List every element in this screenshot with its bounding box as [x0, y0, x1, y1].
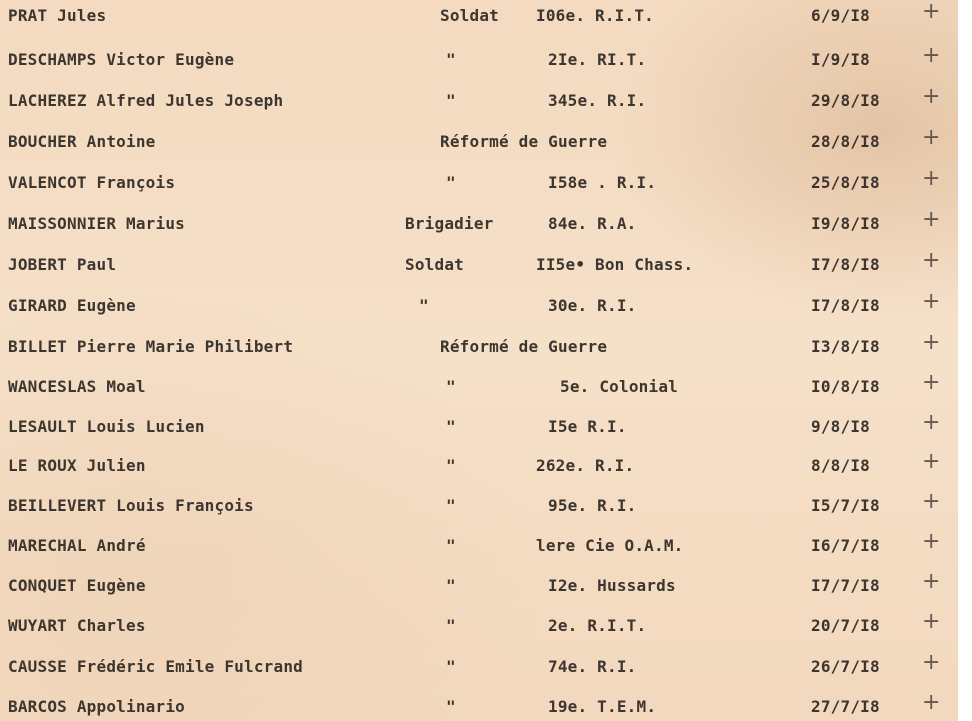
- unit: I58e . R.I.: [548, 173, 657, 192]
- list-item: [0, 84, 958, 131]
- unit: 84e. R.A.: [548, 214, 637, 233]
- cross-mark: +: [922, 84, 941, 109]
- person-name: LESAULT Louis Lucien: [8, 417, 205, 436]
- death-date: I9/8/I8: [811, 214, 880, 233]
- person-name: JOBERT Paul: [8, 255, 117, 274]
- person-name: WANCESLAS Moal: [8, 377, 146, 396]
- list-item: [0, 330, 958, 377]
- unit: 74e. R.I.: [548, 657, 637, 676]
- cross-mark: +: [922, 207, 941, 232]
- unit: 2Ie. RI.T.: [548, 50, 647, 69]
- unit: 30e. R.I.: [548, 296, 637, 315]
- list-item: [0, 207, 958, 254]
- person-name: WUYART Charles: [8, 616, 146, 635]
- rank: ": [446, 496, 456, 515]
- cross-mark: +: [922, 489, 941, 514]
- list-item: [0, 529, 958, 576]
- cross-mark: +: [922, 248, 941, 273]
- rank: ": [419, 296, 429, 315]
- death-date: 28/8/I8: [811, 132, 880, 151]
- rank: ": [446, 697, 456, 716]
- rank: Réformé de Guerre: [440, 132, 608, 151]
- unit: I2e. Hussards: [548, 576, 676, 595]
- death-date: 6/9/I8: [811, 6, 870, 25]
- unit: 5e. Colonial: [560, 377, 678, 396]
- cross-mark: +: [922, 650, 941, 675]
- person-name: LACHEREZ Alfred Jules Joseph: [8, 91, 284, 110]
- cross-mark: +: [922, 370, 941, 395]
- person-name: BOUCHER Antoine: [8, 132, 156, 151]
- unit: 345e. R.I.: [548, 91, 647, 110]
- rank: Brigadier: [405, 214, 494, 233]
- person-name: BEILLEVERT Louis François: [8, 496, 254, 515]
- page-edge: [958, 0, 972, 721]
- rank: ": [446, 173, 456, 192]
- unit: 95e. R.I.: [548, 496, 637, 515]
- list-item: [0, 650, 958, 697]
- cross-mark: +: [922, 609, 941, 634]
- list-item: [0, 370, 958, 417]
- cross-mark: +: [922, 529, 941, 554]
- person-name: MAISSONNIER Marius: [8, 214, 185, 233]
- cross-mark: +: [922, 410, 941, 435]
- rank: ": [446, 536, 456, 555]
- person-name: MARECHAL André: [8, 536, 146, 555]
- death-date: 8/8/I8: [811, 456, 870, 475]
- death-date: 27/7/I8: [811, 697, 880, 716]
- rank: ": [446, 417, 456, 436]
- death-date: I0/8/I8: [811, 377, 880, 396]
- death-date: 29/8/I8: [811, 91, 880, 110]
- rank: ": [446, 456, 456, 475]
- list-item: [0, 289, 958, 336]
- person-name: BILLET Pierre Marie Philibert: [8, 337, 294, 356]
- list-item: [0, 690, 958, 721]
- person-name: GIRARD Eugène: [8, 296, 136, 315]
- list-item: [0, 0, 958, 46]
- rank: ": [446, 50, 456, 69]
- list-item: [0, 410, 958, 457]
- list-item: [0, 609, 958, 656]
- cross-mark: +: [922, 43, 941, 68]
- death-date: 26/7/I8: [811, 657, 880, 676]
- cross-mark: +: [922, 690, 941, 715]
- person-name: CAUSSE Frédéric Emile Fulcrand: [8, 657, 303, 676]
- list-item: [0, 489, 958, 536]
- list-item: [0, 43, 958, 90]
- cross-mark: +: [922, 569, 941, 594]
- death-date: I7/7/I8: [811, 576, 880, 595]
- rank: Soldat: [440, 6, 499, 25]
- rank: ": [446, 616, 456, 635]
- rank: ": [446, 377, 456, 396]
- death-date: I6/7/I8: [811, 536, 880, 555]
- rank: Réformé de Guerre: [440, 337, 608, 356]
- list-item: [0, 569, 958, 616]
- unit: 2e. R.I.T.: [548, 616, 647, 635]
- person-name: VALENCOT François: [8, 173, 176, 192]
- unit: 262e. R.I.: [536, 456, 635, 475]
- list-item: [0, 125, 958, 172]
- person-name: DESCHAMPS Victor Eugène: [8, 50, 235, 69]
- unit: II5e• Bon Chass.: [536, 255, 694, 274]
- person-name: CONQUET Eugène: [8, 576, 146, 595]
- unit: 19e. T.E.M.: [548, 697, 657, 716]
- unit: I06e. R.I.T.: [536, 6, 654, 25]
- cross-mark: +: [922, 330, 941, 355]
- unit: lere Cie O.A.M.: [536, 536, 684, 555]
- list-item: [0, 248, 958, 295]
- death-date: 9/8/I8: [811, 417, 870, 436]
- cross-mark: +: [922, 449, 941, 474]
- list-item: [0, 449, 958, 496]
- person-name: BARCOS Appolinario: [8, 697, 185, 716]
- death-date: I/9/I8: [811, 50, 870, 69]
- death-date: I7/8/I8: [811, 296, 880, 315]
- rank: ": [446, 657, 456, 676]
- rank: ": [446, 91, 456, 110]
- death-date: 20/7/I8: [811, 616, 880, 635]
- death-date: I3/8/I8: [811, 337, 880, 356]
- list-item: [0, 166, 958, 213]
- death-date: 25/8/I8: [811, 173, 880, 192]
- cross-mark: +: [922, 289, 941, 314]
- person-name: PRAT Jules: [8, 6, 107, 25]
- death-date: I5/7/I8: [811, 496, 880, 515]
- cross-mark: +: [922, 125, 941, 150]
- unit: I5e R.I.: [548, 417, 627, 436]
- rank: Soldat: [405, 255, 464, 274]
- cross-mark: +: [922, 0, 941, 24]
- death-date: I7/8/I8: [811, 255, 880, 274]
- rank: ": [446, 576, 456, 595]
- person-name: LE ROUX Julien: [8, 456, 146, 475]
- cross-mark: +: [922, 166, 941, 191]
